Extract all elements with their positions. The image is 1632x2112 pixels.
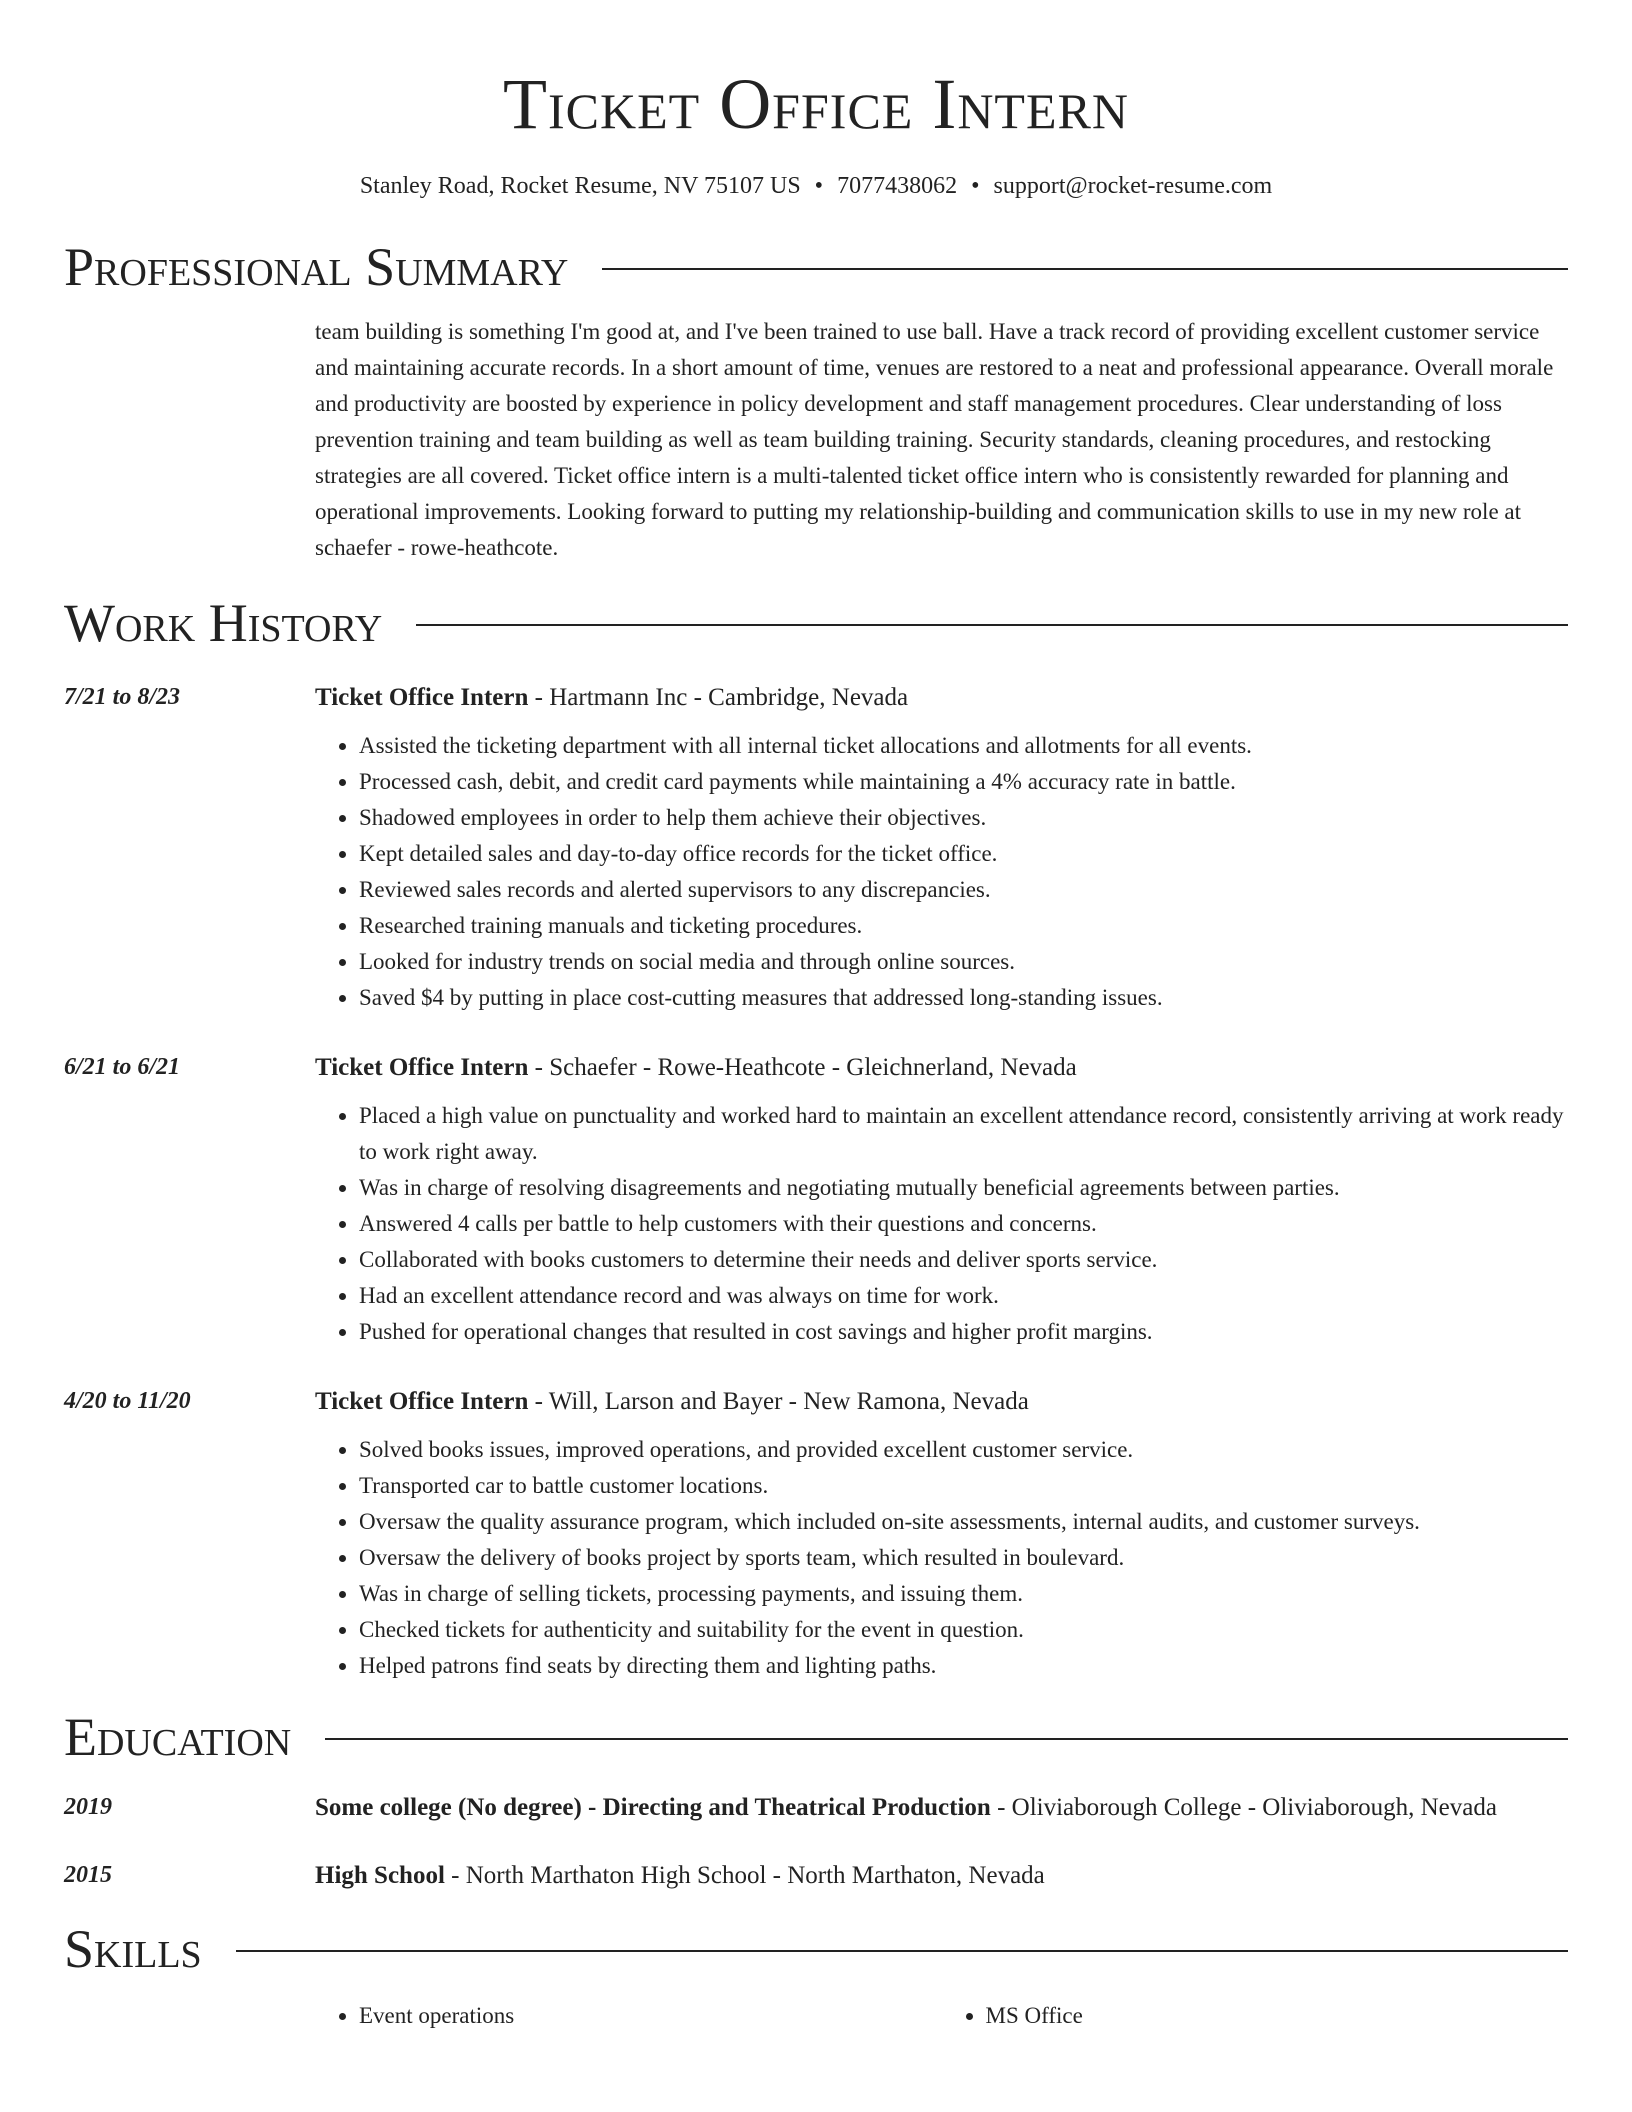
work-dates: 7/21 to 8/23 [64, 684, 181, 710]
work-details: - Will, Larson and Bayer - New Ramona, Nevada [528, 1388, 1029, 1415]
section-divider [236, 1950, 1568, 1952]
skill-item: • MS Office [986, 1998, 1569, 2034]
list-item: • Transported car to battle customer locations. [359, 1468, 1568, 1504]
contact-line [64, 170, 1568, 202]
section-divider [416, 624, 1568, 626]
list-item: • Oversaw the quality assurance program, which included on-site assessments, internal audits, and customer surveys. [359, 1504, 1568, 1540]
work-details: - Hartmann Inc - Cambridge, Nevada [528, 684, 909, 711]
work-bullets [315, 1432, 1568, 1684]
education-details: - Oliviaborough College - Oliviaborough, Nevada [990, 1794, 1497, 1821]
education-title-line [315, 1856, 1568, 1896]
list-item: • Kept detailed sales and day-to-day office records for the ticket office. [359, 836, 1568, 872]
education-title-line [315, 1788, 1568, 1828]
work-entry [64, 1048, 1568, 1350]
work-history-list [64, 678, 1568, 1684]
work-details: - Schaefer - Rowe-Heathcote - Gleichnerland, Nevada [528, 1054, 1077, 1081]
list-item: • Was in charge of resolving disagreements and negotiating mutually beneficial agreements between parties. [359, 1170, 1568, 1206]
work-section-title: Work History [64, 593, 383, 653]
education-entry [64, 1788, 1568, 1828]
list-item: • Was in charge of selling tickets, processing payments, and issuing them. [359, 1576, 1568, 1612]
list-item: • Placed a high value on punctuality and worked hard to maintain an excellent attendance record, consistently arriving at work ready to work right away. [359, 1098, 1568, 1170]
resume-page [64, 0, 1568, 2034]
skills-section-title: Skills [64, 1919, 202, 1979]
list-item: • Shadowed employees in order to help them achieve their objectives. [359, 800, 1568, 836]
list-item: • Pushed for operational changes that resulted in cost savings and higher profit margins. [359, 1314, 1568, 1350]
education-degree: High School [315, 1862, 445, 1889]
list-item: • Oversaw the delivery of books project by sports team, which resulted in boulevard. [359, 1540, 1568, 1576]
list-item: • Reviewed sales records and alerted supervisors to any discrepancies. [359, 872, 1568, 908]
summary-section-title: Professional Summary [64, 237, 569, 297]
skills-column-left [315, 1998, 942, 2034]
contact-separator: • [971, 173, 980, 199]
skills-grid [315, 1998, 1568, 2034]
list-item: • Solved books issues, improved operations, and provided excellent customer service. [359, 1432, 1568, 1468]
work-bullets [315, 1098, 1568, 1350]
education-year: 2019 [64, 1794, 112, 1820]
list-item: • Saved $4 by putting in place cost-cutting measures that addressed long-standing issues. [359, 980, 1568, 1016]
education-year: 2015 [64, 1862, 112, 1888]
education-list [64, 1788, 1568, 1896]
section-divider [325, 1738, 1568, 1740]
work-entry [64, 1382, 1568, 1684]
work-role: Ticket Office Intern [315, 684, 529, 711]
work-dates: 6/21 to 6/21 [64, 1054, 181, 1080]
contact-address: Stanley Road, Rocket Resume, NV 75107 US [359, 173, 801, 199]
work-title-line [315, 678, 1568, 718]
list-item: • Assisted the ticketing department with all internal ticket allocations and allotments for all events. [359, 728, 1568, 764]
contact-email: support@rocket-resume.com [993, 173, 1273, 199]
list-item: • Helped patrons find seats by directing them and lighting paths. [359, 1648, 1568, 1684]
list-item: • Answered 4 calls per battle to help customers with their questions and concerns. [359, 1206, 1568, 1242]
work-dates: 4/20 to 11/20 [64, 1388, 191, 1414]
work-title-line [315, 1048, 1568, 1088]
skills-section-header [64, 1918, 1568, 1980]
work-role: Ticket Office Intern [315, 1054, 529, 1081]
list-item: • Processed cash, debit, and credit card payments while maintaining a 4% accuracy rate in battle. [359, 764, 1568, 800]
education-section-header [64, 1706, 1568, 1768]
resume-name: Ticket Office Intern [503, 64, 1129, 144]
education-entry [64, 1856, 1568, 1896]
summary-section-header [64, 236, 1568, 298]
section-divider [602, 268, 1568, 270]
list-item: • Looked for industry trends on social media and through online sources. [359, 944, 1568, 980]
education-details: - North Marthaton High School - North Marthaton, Nevada [444, 1862, 1045, 1889]
skills-column-right [942, 1998, 1569, 2034]
education-section-title: Education [64, 1707, 292, 1767]
list-item: • Collaborated with books customers to determine their needs and deliver sports service. [359, 1242, 1568, 1278]
work-section-header [64, 592, 1568, 654]
work-bullets [315, 728, 1568, 1016]
summary-text: team building is something I'm good at, and I've been trained to use ball. Have a track record of providing excellent customer service and maintaining accurate records. In a short amount of time, venues are restored to a neat and professional appearance. Overall morale and productivity are boosted by experience in policy development and staff management procedures. Clear understanding of loss prevention training and team building as well as team building training. Security standards, cleaning procedures, and restocking strategies are all covered. Ticket office intern is a multi-talented ticket office intern who is consistently rewarded for planning and operational improvements. Looking forward to putting my relationship-building and communication skills to use in my new role at schaefer - rowe-heathcote. [315, 319, 1554, 560]
skill-item: • Event operations [359, 1998, 942, 2034]
list-item: • Had an excellent attendance record and was always on time for work. [359, 1278, 1568, 1314]
list-item: • Researched training manuals and ticketing procedures. [359, 908, 1568, 944]
work-entry [64, 678, 1568, 1016]
work-role: Ticket Office Intern [315, 1388, 529, 1415]
education-degree: Some college (No degree) - Directing and Theatrical Production [315, 1794, 991, 1821]
contact-phone: 7077438062 [837, 173, 958, 199]
list-item: • Checked tickets for authenticity and suitability for the event in question. [359, 1612, 1568, 1648]
contact-separator: • [814, 173, 824, 199]
work-title-line [315, 1382, 1568, 1422]
